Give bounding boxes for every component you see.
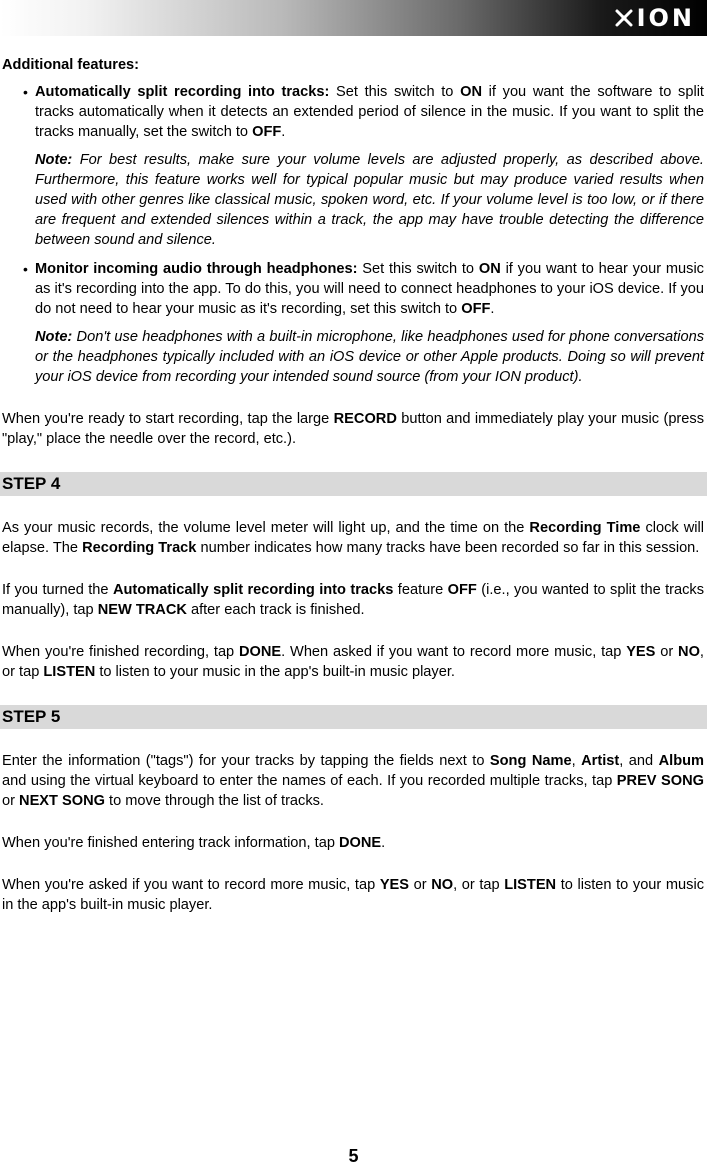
feature-text: Monitor incoming audio through headphones: Set this switch to ON if you want to hear your music as it's recording into the app. To do this, you will need to connect headphones to your iOS device. If you do not need to hear your music as it's recording, set this switch to OFF.	[35, 261, 704, 317]
step5-paragraph-1: Enter the information ("tags") for your tracks by tapping the fields next to Song Name, Artist, and Album and using the virtual keyboard to enter the names of each. If you recorded multiple tracks, tap PREV SONG or NEXT SONG to move through the list of tracks.	[2, 753, 705, 809]
step4-paragraph-3: When you're finished recording, tap DONE. When asked if you want to record more music, tap YES or NO, or tap LISTEN to listen to your music in the app's built-in music player.	[2, 644, 704, 680]
feature-note: Note: For best results, make sure your volume levels are adjusted properly, as described above. Furthermore, this feature works well for typical popular music but may produce varied results when used with other genres like classical music, spoken word, etc. If your volume level is too low, or if there are frequent and extended silences within a track, the app may have trouble detecting the difference between sound and silence.	[35, 152, 704, 248]
step-4-heading: STEP 4	[0, 472, 707, 496]
record-paragraph: When you're ready to start recording, tap the large RECORD button and immediately play your music (press "play," place the needle over the record, etc.).	[2, 411, 705, 447]
bullet-icon: •	[23, 84, 28, 100]
header-gradient-bar	[0, 0, 707, 36]
step4-paragraph-2: If you turned the Automatically split recording into tracks feature OFF (i.e., you wanted to split the tracks manually), tap NEW TRACK after each track is finished.	[2, 582, 705, 618]
feature-note: Note: Don't use headphones with a built-in microphone, like headphones used for phone conversations or the headphones typically included with an iOS device or other Apple products. Doing so will prevent your iOS device from recording your intended sound source (from your ION product).	[35, 329, 704, 385]
features-heading: Additional features:	[2, 57, 140, 73]
feature-text: Automatically split recording into tracks: Set this switch to ON if you want the software to split tracks automatically when it detects an extended period of silence in the music. If you want to split the tracks manually, set the switch to OFF.	[35, 84, 704, 140]
ion-logo	[613, 5, 695, 31]
ion-starburst-icon	[613, 7, 635, 29]
page-number: 5	[348, 1146, 359, 1166]
logo-text: ION	[636, 4, 695, 32]
feature-item-auto-split	[2, 82, 704, 250]
bullet-icon: •	[23, 261, 28, 277]
page-content	[2, 55, 704, 915]
step5-paragraph-3: When you're asked if you want to record more music, tap YES or NO, or tap LISTEN to listen to your music in the app's built-in music player.	[2, 877, 704, 913]
step-5-heading: STEP 5	[0, 705, 707, 729]
step4-paragraph-1: As your music records, the volume level meter will light up, and the time on the Recording Time clock will elapse. The Recording Track number indicates how many tracks have been recorded so far in this session.	[2, 520, 704, 556]
step5-paragraph-2: When you're finished entering track information, tap DONE.	[2, 835, 386, 851]
features-list	[2, 82, 704, 387]
feature-item-monitor	[2, 259, 704, 387]
